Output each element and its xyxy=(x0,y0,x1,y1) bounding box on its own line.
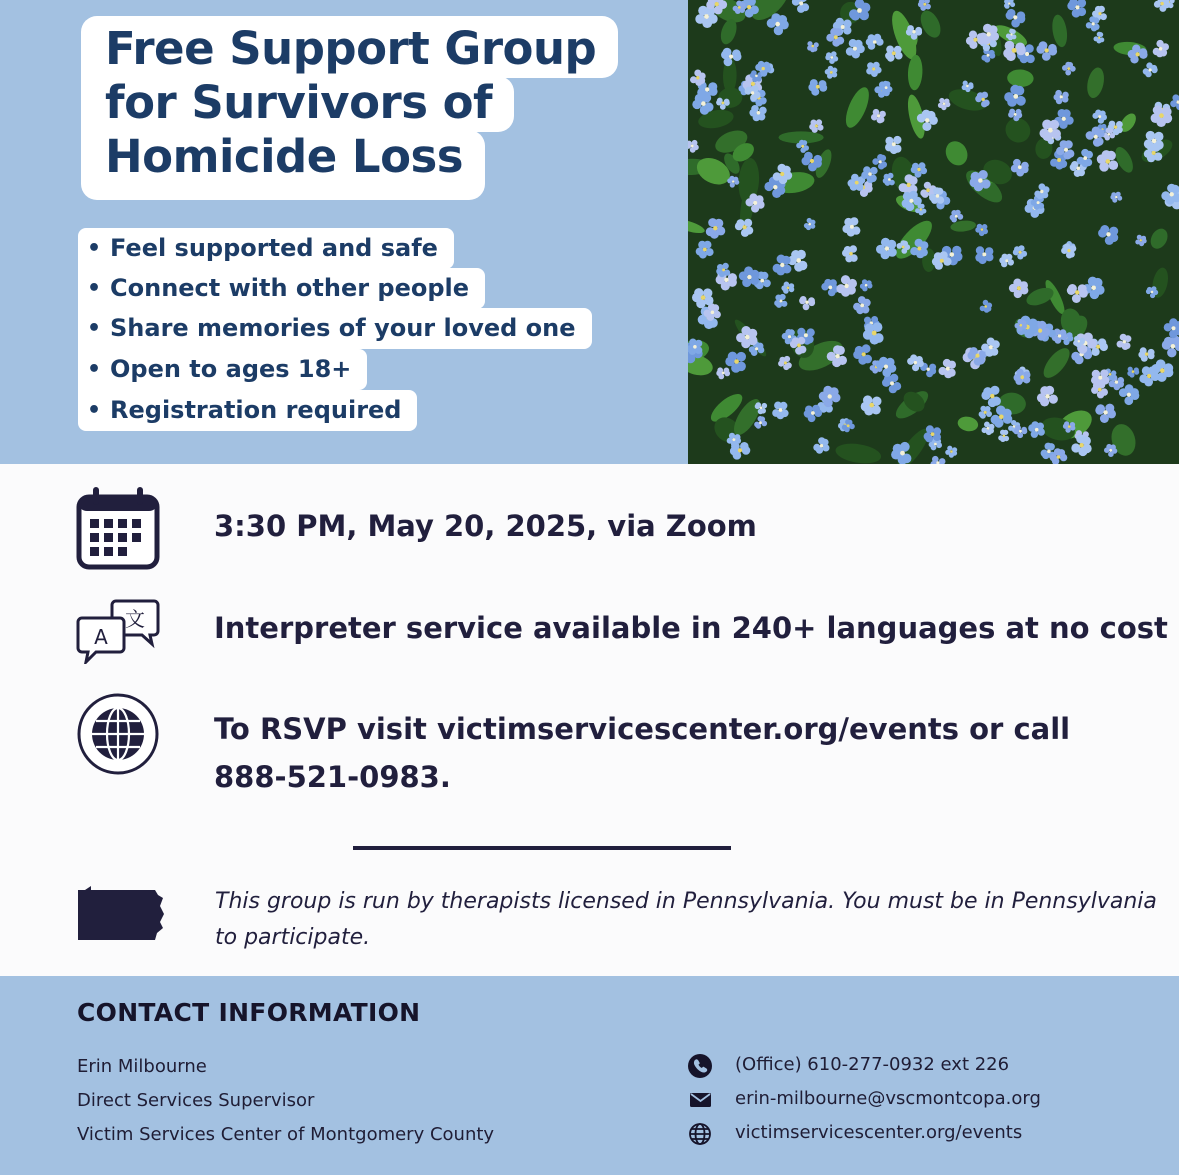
contact-website[interactable]: victimservicescenter.org/events xyxy=(735,1122,1023,1143)
eligibility-text: This group is run by therapists licensed in Pennsylvania. You must be in Pennsylvania to participate. xyxy=(215,889,1157,950)
interpreter-info: Interpreter service available in 240+ languages at no cost xyxy=(214,611,1168,645)
phone-icon xyxy=(688,1054,714,1078)
svg-text:文: 文 xyxy=(125,607,145,631)
pennsylvania-map-icon xyxy=(77,886,165,946)
web-icon xyxy=(688,1122,714,1146)
contact-email[interactable]: erin-milbourne@vscmontcopa.org xyxy=(735,1088,1041,1109)
svg-text:A: A xyxy=(94,625,108,649)
contact-section xyxy=(0,976,1179,1175)
divider xyxy=(353,846,731,850)
header-banner xyxy=(0,0,1179,464)
contact-person xyxy=(77,1050,494,1152)
list-item: • Feel supported and safe xyxy=(78,228,454,269)
rsvp-info: To RSVP visit victimservicescenter.org/events or call 888-521-0983. xyxy=(214,712,1071,794)
list-item: • Open to ages 18+ xyxy=(78,349,367,390)
calendar-icon xyxy=(76,485,160,575)
list-item: • Share memories of your loved one xyxy=(78,308,592,349)
contact-name: Erin Milbourne xyxy=(77,1056,207,1077)
contact-heading: CONTACT INFORMATION xyxy=(77,998,421,1027)
translate-icon xyxy=(76,598,160,668)
mail-icon xyxy=(688,1088,714,1112)
forget-me-not-flowers-photo xyxy=(688,0,1179,464)
contact-phone[interactable]: (Office) 610-277-0932 ext 226 xyxy=(735,1054,1010,1075)
list-item: • Connect with other people xyxy=(78,268,485,309)
list-item: • Registration required xyxy=(78,390,417,431)
title-line-3: Homicide Loss xyxy=(81,130,485,200)
title-line-2: for Survivors of xyxy=(81,76,514,132)
contact-organization: Victim Services Center of Montgomery County xyxy=(77,1124,495,1145)
globe-icon xyxy=(76,692,160,780)
title-line-1: Free Support Group xyxy=(81,16,618,78)
event-datetime: 3:30 PM, May 20, 2025, via Zoom xyxy=(214,509,757,543)
contact-role: Direct Services Supervisor xyxy=(77,1090,315,1111)
